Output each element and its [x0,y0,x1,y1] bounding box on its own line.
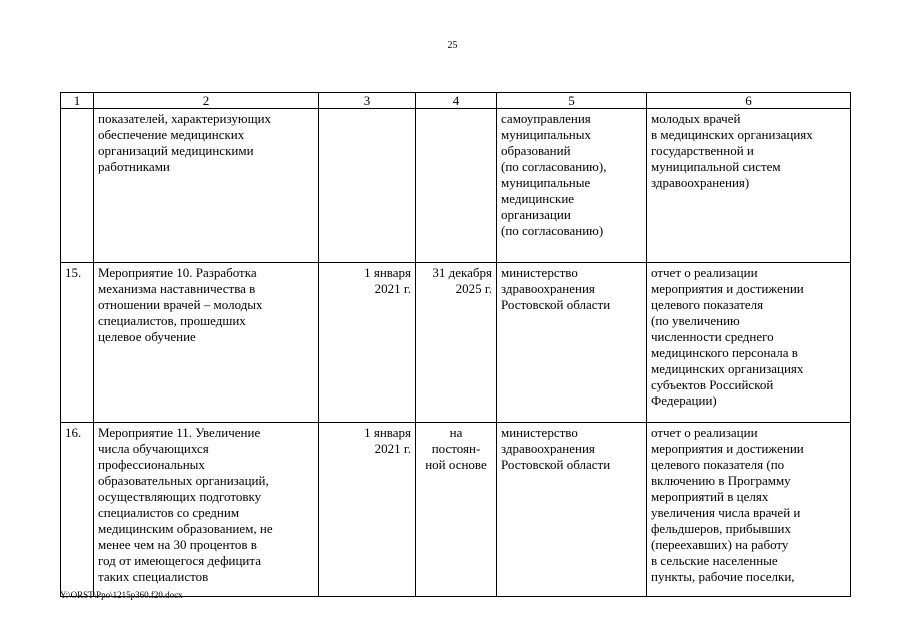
column-header: 1 [61,93,94,109]
end-date-cell: на постоян- ной основе [416,423,497,597]
row-number: 16. [61,423,94,597]
row-number: 15. [61,263,94,423]
table-row [61,263,851,423]
result-cell: молодых врачей в медицинских организациях государственной и муниципальной систем здравоохранения) [647,109,851,263]
executor-cell: самоуправления муниципальных образований (по согласованию), муниципальные медицинские организации (по согласованию) [497,109,647,263]
start-date-cell: 1 января 2021 г. [319,263,416,423]
column-header: 6 [647,93,851,109]
footer-file-path: Y:\ORST\Ppo\1215p360.f20.docx [60,590,183,600]
row-number [61,109,94,263]
table-header-row [61,93,851,109]
end-date-cell [416,109,497,263]
end-date-cell: 31 декабря 2025 г. [416,263,497,423]
executor-cell: министерство здравоохранения Ростовской области [497,423,647,597]
measures-table [60,92,851,597]
executor-cell: министерство здравоохранения Ростовской области [497,263,647,423]
result-cell: отчет о реализации мероприятия и достижении целевого показателя (по увеличению численности среднего медицинского персонала в медицинских организациях субъектов Российской Федерации) [647,263,851,423]
start-date-cell: 1 января 2021 г. [319,423,416,597]
measure-cell: показателей, характеризующих обеспечение медицинских организаций медицинскими работниками [94,109,319,263]
column-header: 2 [94,93,319,109]
table-row [61,109,851,263]
column-header: 5 [497,93,647,109]
page-number: 25 [447,40,458,51]
measure-cell: Мероприятие 10. Разработка механизма наставничества в отношении врачей – молодых специалистов, прошедших целевое обучение [94,263,319,423]
table-row [61,423,851,597]
column-header: 3 [319,93,416,109]
result-cell: отчет о реализации мероприятия и достижении целевого показателя (по включению в Программу мероприятий в целях увеличения числа врачей и фельдшеров, прибывших (переехавших) на работу в сельские населенные пункты, рабочие поселки, [647,423,851,597]
measure-cell: Мероприятие 11. Увеличение числа обучающихся профессиональных образовательных организаций, осуществляющих подготовку специалистов со средним медицинским образованием, не менее чем на 30 процентов в год от имеющегося дефицита таких специалистов [94,423,319,597]
start-date-cell [319,109,416,263]
column-header: 4 [416,93,497,109]
